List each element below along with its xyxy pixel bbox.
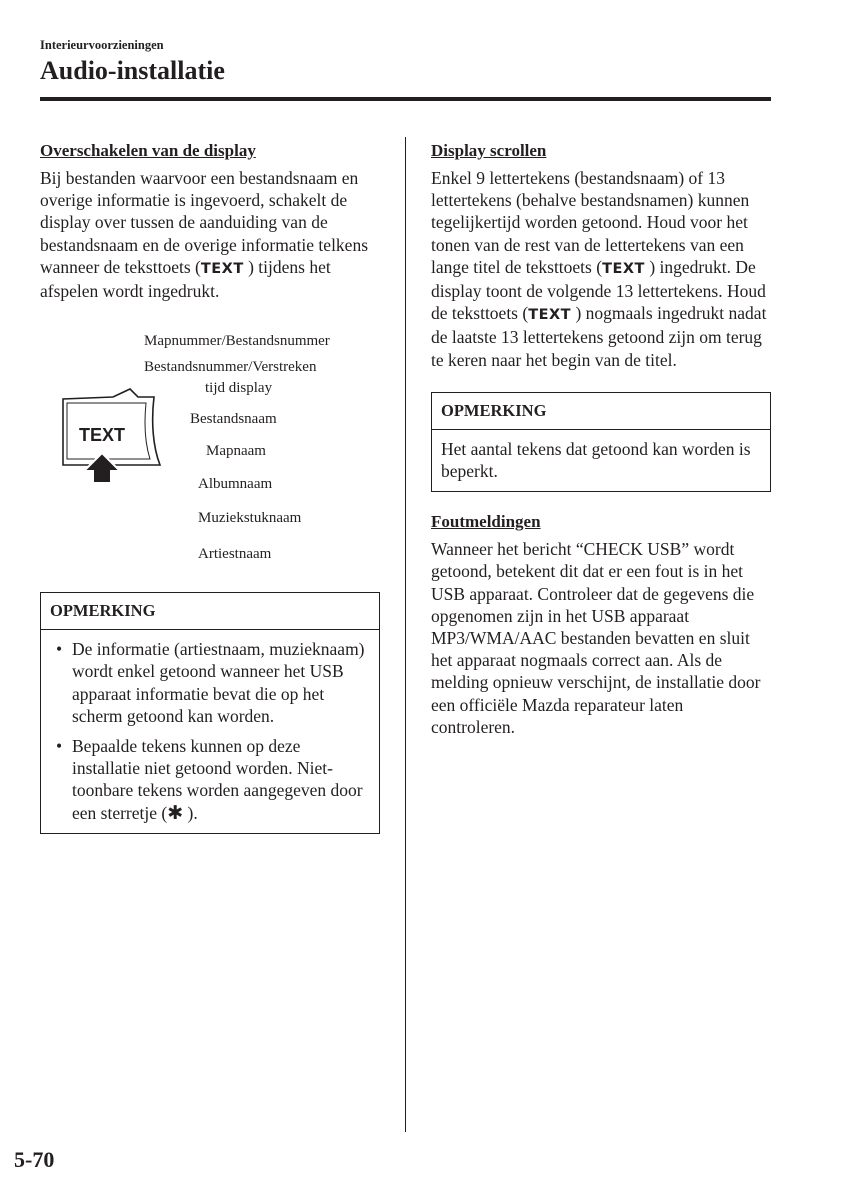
display-cycle-diagram	[40, 322, 380, 582]
heading-display-switch: Overschakelen van de display	[40, 141, 256, 160]
note-box-left	[40, 592, 380, 834]
list-item-text: ).	[183, 802, 198, 823]
label-file-number-elapsed: Bestandsnummer/Verstreken	[144, 359, 317, 376]
bullet-icon: •	[56, 639, 63, 660]
note-body	[41, 630, 379, 833]
label-folder-name: Mapnaam	[206, 443, 266, 460]
heading-error-messages: Foutmeldingen	[431, 512, 541, 532]
text-key-label: TEXT	[528, 307, 572, 324]
paragraph-display-switch	[40, 167, 380, 302]
heading-display-scroll: Display scrollen	[431, 141, 547, 160]
paragraph-text: ) tijdens het afspelen wordt ingedrukt.	[40, 256, 331, 302]
note-title: OPMERKING	[41, 593, 379, 630]
paragraph-text: Enkel 9 lettertekens (bestandsnaam) of 13 lettertekens (behalve bestandsnamen) kunnen tegelijkertijd worden getoond. Houd voor het tonen van de rest van de lettertekens van een lange titel de teksttoets (	[431, 168, 750, 277]
label-time-display: tijd display	[205, 380, 273, 397]
text-key-label: TEXT	[602, 260, 645, 277]
column-divider	[405, 137, 406, 1132]
text-key-label: TEXT	[200, 260, 244, 277]
label-file-name: Bestandsnaam	[190, 411, 277, 428]
list-item-text: Bepaalde tekens kunnen op deze installatie niet getoond worden. Niet-toonbare tekens worden aangegeven door een sterretje (	[72, 736, 363, 823]
left-column	[40, 140, 380, 834]
note-bullet-list	[50, 638, 370, 824]
label-track-name: Muziekstuknaam	[198, 510, 302, 527]
label-album-name: Albumnaam	[198, 476, 273, 493]
paragraph-text: Bij bestanden waarvoor een bestandsnaam en overige informatie is ingevoerd, schakelt de display over tussen de aanduiding van de bestandsnaam en de overige informatie telkens wanneer de teksttoets (	[40, 168, 369, 277]
note-title: OPMERKING	[432, 393, 770, 430]
paragraph-text: ) ingedrukt. De display toont de volgende 13 lettertekens. Houd de teksttoets (	[431, 256, 766, 324]
label-folder-file-number: Mapnummer/Bestandsnummer	[144, 333, 330, 350]
note-body: Het aantal tekens dat getoond kan worden is beperkt.	[441, 438, 751, 482]
page-number: 5-70	[14, 1147, 55, 1172]
page-title: Audio-installatie	[40, 56, 225, 85]
list-item-text: De informatie (artiestnaam, muzieknaam) wordt enkel getoond wanneer het USB apparaat informatie bevat die op het scherm getoond kan worden.	[72, 639, 365, 726]
text-button-illustration	[58, 387, 168, 505]
list-item	[50, 735, 370, 824]
paragraph-error-messages: Wanneer het bericht “CHECK USB” wordt getoond, betekent dit dat er een fout is in het USB apparaat. Controleer dat de gegevens die opgenomen zijn in het USB apparaat MP3/WMA/AAC bestanden bevatten en sluit het apparaat nogmaals correct aan. Als de melding opnieuw verschijnt, de installatie door een officiële Mazda reparateur laten controleren.	[431, 539, 761, 737]
right-column	[431, 140, 771, 738]
section-label: Interieurvoorzieningen	[40, 38, 164, 52]
list-item	[50, 638, 370, 727]
asterisk-icon: ✱	[167, 801, 184, 824]
paragraph-text: ) nogmaals ingedrukt nadat de laatste 13 lettertekens getoond zijn om terug te keren naar het begin van de titel.	[431, 303, 767, 370]
button-text-label: TEXT	[78, 425, 126, 446]
label-artist-name: Artiestnaam	[198, 546, 272, 563]
title-rule	[40, 97, 771, 101]
paragraph-display-scroll	[431, 167, 771, 371]
bullet-icon: •	[56, 736, 63, 757]
note-box-right	[431, 392, 771, 492]
